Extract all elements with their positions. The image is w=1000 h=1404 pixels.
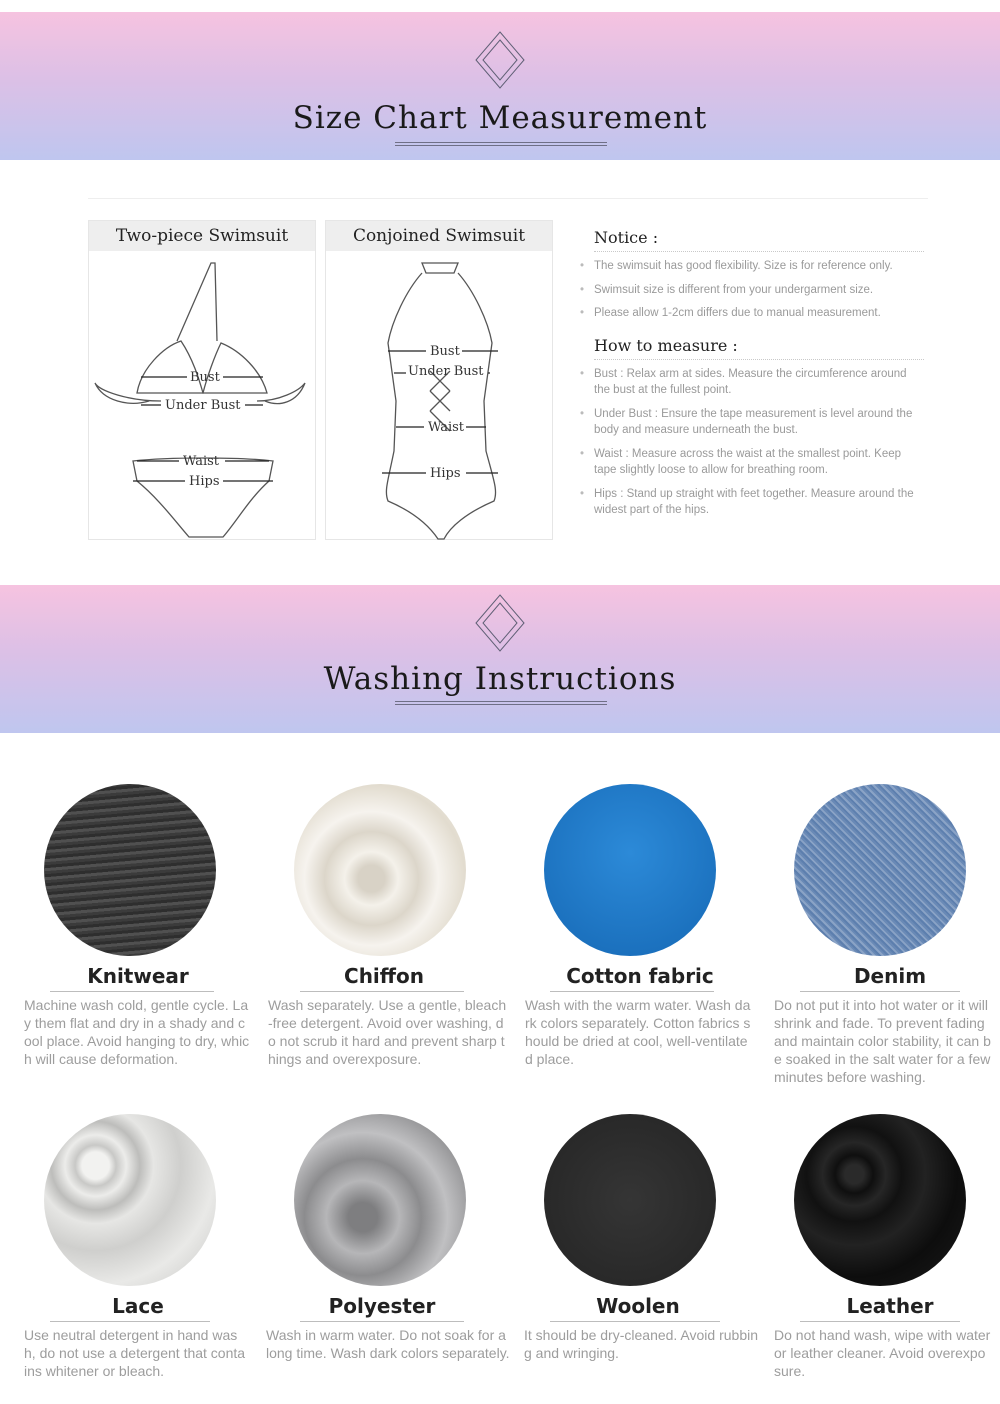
woolen-swatch bbox=[544, 1114, 716, 1286]
fabric-name: Leather bbox=[846, 1294, 934, 1318]
polyester-swatch bbox=[294, 1114, 466, 1286]
how-to-measure-title: How to measure : bbox=[594, 335, 738, 355]
notice-block bbox=[580, 228, 924, 526]
how-item: • Under Bust : Ensure the tape measurement is level around the body and measure underneath the bust. bbox=[580, 407, 913, 436]
lace-swatch bbox=[44, 1114, 216, 1286]
notice-item: • The swimsuit has good flexibility. Size is for reference only. bbox=[580, 260, 893, 272]
svg-text:Under Bust: Under Bust bbox=[165, 398, 241, 413]
svg-text:Bust: Bust bbox=[190, 370, 220, 385]
fabric-desc: Do not put it into hot water or it will shrink and fade. To prevent fading and maintain color stability, it can be soaked in the salt water for a few minutes before washing. bbox=[774, 997, 991, 1085]
panel-title: Two-piece Swimsuit bbox=[89, 221, 315, 251]
how-item: • Bust : Relax arm at sides. Measure the circumference around the bust at the fullest point. bbox=[580, 367, 907, 396]
diamond-ornament-icon bbox=[474, 593, 526, 653]
size-chart-banner bbox=[0, 12, 1000, 160]
washing-title: Washing Instructions bbox=[323, 661, 677, 697]
fabric-desc: It should be dry-cleaned. Avoid rubbing and wringing. bbox=[524, 1327, 759, 1361]
size-chart-title: Size Chart Measurement bbox=[292, 100, 708, 136]
cotton-swatch bbox=[544, 784, 716, 956]
denim-swatch bbox=[794, 784, 966, 956]
fabric-name: Woolen bbox=[596, 1294, 680, 1318]
how-item: • Waist : Measure across the waist at the smallest point. Keep tape slightly loose to allow for breathing room. bbox=[580, 447, 902, 476]
knitwear-swatch bbox=[44, 784, 216, 956]
svg-text:Bust: Bust bbox=[430, 344, 460, 359]
svg-text:Waist: Waist bbox=[428, 420, 465, 435]
two-piece-panel bbox=[88, 220, 316, 540]
title-underline bbox=[395, 142, 607, 148]
leather-swatch bbox=[794, 1114, 966, 1286]
conjoined-swimsuit-illustration bbox=[326, 251, 554, 541]
notice-item: • Please allow 1-2cm differs due to manual measurement. bbox=[580, 307, 881, 319]
how-to-measure-list bbox=[580, 366, 924, 519]
fabric-name: Knitwear bbox=[87, 964, 189, 988]
fabric-name: Lace bbox=[112, 1294, 164, 1318]
washing-banner bbox=[0, 585, 1000, 733]
svg-text:Under Bust: Under Bust bbox=[408, 364, 484, 379]
fabric-desc: Wash with the warm water. Wash dark colors separately. Cotton fabrics should be dried at cool, well-ventilated place. bbox=[525, 997, 751, 1067]
notice-list bbox=[580, 258, 924, 322]
fabric-desc: Use neutral detergent in hand wash, do not use a detergent that contains whitener or bleach. bbox=[24, 1327, 246, 1379]
chiffon-swatch bbox=[294, 784, 466, 956]
two-piece-swimsuit-illustration bbox=[89, 251, 317, 541]
notice-item: • Swimsuit size is different from your undergarment size. bbox=[580, 283, 874, 296]
fabric-desc: Wash separately. Use a gentle, bleach-free detergent. Avoid over washing, do not scrub it hard and prevent sharp things and overexposure. bbox=[268, 997, 507, 1067]
svg-text:Hips: Hips bbox=[189, 474, 220, 489]
fabric-desc: Do not hand wash, wipe with water or leather cleaner. Avoid overexposure. bbox=[774, 1327, 991, 1379]
diamond-ornament-icon bbox=[474, 30, 526, 90]
how-item: • Hips : Stand up straight with feet together. Measure around the widest part of the hips. bbox=[580, 487, 914, 516]
fabric-name: Polyester bbox=[328, 1294, 436, 1318]
notice-title: Notice : bbox=[594, 228, 659, 247]
fabric-name: Denim bbox=[853, 964, 927, 988]
fabric-name: Chiffon bbox=[344, 964, 424, 988]
size-chart-area bbox=[88, 198, 928, 543]
title-underline bbox=[395, 701, 607, 707]
conjoined-panel bbox=[325, 220, 553, 540]
fabric-name: Cotton fabric bbox=[566, 964, 714, 988]
fabric-desc: Wash in warm water. Do not soak for a long time. Wash dark colors separately. bbox=[266, 1327, 510, 1361]
svg-text:Hips: Hips bbox=[430, 466, 461, 481]
svg-text:Waist: Waist bbox=[183, 454, 220, 469]
fabric-desc: Machine wash cold, gentle cycle. Lay them flat and dry in a shady and cool place. Avoid hanging to dry, which will cause deformation. bbox=[24, 997, 250, 1067]
panel-title: Conjoined Swimsuit bbox=[326, 221, 552, 251]
